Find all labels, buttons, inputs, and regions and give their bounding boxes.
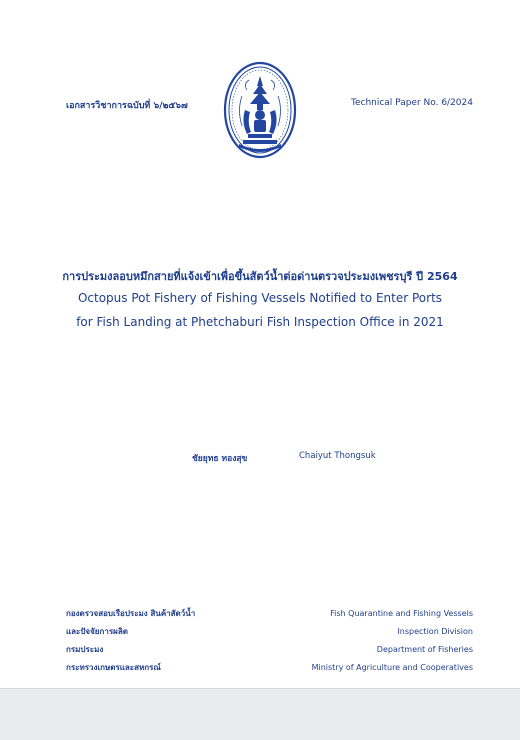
affiliation-english-line: Ministry of Agriculture and Cooperatives: [311, 663, 473, 672]
affiliation-thai-line: กระทรวงเกษตรและสหกรณ์: [66, 663, 161, 672]
technical-paper-number: Technical Paper No. 6/2024: [350, 98, 473, 108]
title-thai: การประมงลอบหมึกสายที่แจ้งเข้าเพื่อขึ้นสัตว์น้ำต่อด่านตรวจประมงเพชรบุรี ปี 2564: [62, 270, 458, 283]
department-seal-icon: [223, 60, 297, 160]
title-english-line1: Octopus Pot Fishery of Fishing Vessels Notified to Enter Ports: [77, 291, 443, 305]
affiliation-thai-line: และปัจจัยการผลิต: [66, 627, 128, 636]
author-thai: ชัยยุทธ ทองสุข: [192, 454, 248, 464]
affiliation-english-line: Inspection Division: [397, 627, 473, 636]
affiliation-thai-line: กองตรวจสอบเรือประมง สินค้าสัตว์น้ำ: [66, 609, 196, 618]
thai-paper-number: เอกสารวิชาการฉบับที่ ๖/๒๕๖๗: [66, 101, 188, 111]
title-english-line2: for Fish Landing at Phetchaburi Fish Inspection Office in 2021: [76, 315, 444, 329]
affiliation-thai: [66, 605, 195, 677]
affiliation-english: [312, 605, 473, 677]
affiliation-english-line: Department of Fisheries: [376, 645, 473, 654]
author-english: Chaiyut Thongsuk: [299, 451, 376, 461]
affiliation-thai-line: กรมประมง: [66, 645, 104, 654]
affiliation-english-line: Fish Quarantine and Fishing Vessels: [330, 609, 473, 618]
